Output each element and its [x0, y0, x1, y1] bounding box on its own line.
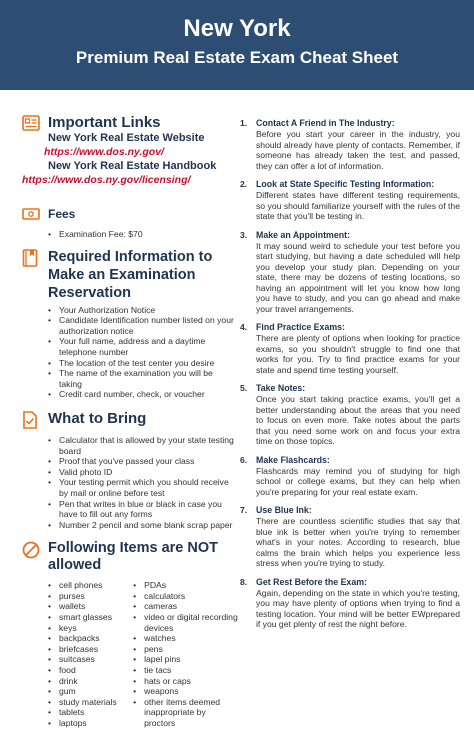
list-item: • gum	[48, 686, 133, 697]
not-allowed-lists	[48, 580, 238, 728]
list-item: • purses	[48, 591, 133, 602]
step-item	[240, 383, 460, 447]
required-info-list	[48, 305, 238, 400]
step-text: It may sound weird to schedule your test before you start studying, but having a date scheduled will help you develop your study plan. Depending on your state, there may be dozens of testing locations, so having an appointment will let you know how long you have to study, and you can go ahead and make your travel arrangements.	[256, 240, 460, 314]
right-column	[240, 118, 460, 638]
list-item: • Pen that writes in blue or black in case you have to fill out any forms	[48, 499, 238, 520]
step-number: 8.	[240, 576, 248, 587]
list-item: • Your testing permit which you should receive by mail or online before test	[48, 477, 238, 498]
step-number: 6.	[240, 454, 248, 465]
list-item: • Examination Fee: $70	[48, 229, 238, 240]
list-item: • tablets	[48, 707, 133, 718]
list-item: • Calculator that is allowed by your state testing board	[48, 435, 238, 456]
step-title: Contact A Friend in The Industry:	[256, 118, 395, 128]
step-number: 4.	[240, 322, 248, 332]
list-item: • tie tacs	[133, 665, 238, 676]
step-item	[240, 505, 460, 569]
step-text: Before you start your career in the industry, you should already have plenty of contacts. Remember, if someone has already taken the test, and passed, they can offer a lot of information.	[256, 129, 460, 171]
list-item: • cameras	[133, 601, 238, 612]
step-number: 1.	[240, 118, 248, 128]
not-allowed-heading: Following Items are NOT allowed	[48, 540, 218, 574]
list-item: • Candidate Identification number listed on your authorization notice	[48, 315, 238, 336]
not-allowed-list-1	[48, 580, 133, 728]
list-item: • Your full name, address and a daytime telephone number	[48, 336, 238, 357]
step-title: Get Rest Before the Exam:	[256, 576, 367, 587]
fees-section	[22, 206, 238, 240]
important-links-heading: Important Links	[48, 114, 161, 131]
list-item: • Your Authorization Notice	[48, 305, 238, 316]
step-item	[240, 577, 460, 630]
list-item: • Credit card number, check, or voucher	[48, 389, 238, 400]
handbook-title: New York Real Estate Handbook	[48, 160, 217, 172]
step-text: Again, depending on the state in which you're testing, you may have plenty of options when trying to find a testing location. Your mind will be better EWprepared if you get plenty of rest the night before.	[256, 587, 460, 629]
not-allowed-list-2	[133, 580, 238, 728]
id-card-icon	[22, 115, 40, 133]
prohibited-icon	[22, 541, 40, 559]
list-item: • backpacks	[48, 633, 133, 644]
list-item: • cell phones	[48, 580, 133, 591]
list-item: • watches	[133, 633, 238, 644]
website-link[interactable]: https://www.dos.ny.gov/	[44, 146, 164, 158]
list-item: • lapel pins	[133, 654, 238, 665]
list-item: • laptops	[48, 718, 133, 729]
website-title: New York Real Estate Website	[48, 132, 205, 144]
list-item: • food	[48, 665, 133, 676]
important-links-section	[22, 114, 238, 188]
step-item	[240, 455, 460, 498]
step-text: Different states have different testing requirements, so you should familiarize yourself with the rules of the state that you'll be testing in.	[256, 190, 460, 221]
step-number: 3.	[240, 229, 248, 240]
step-item	[240, 322, 460, 375]
list-item: • other items deemed inappropriate by proctors	[133, 697, 238, 729]
page-header	[0, 0, 474, 90]
left-column	[22, 114, 238, 729]
list-item: • video or digital recording devices	[133, 612, 238, 633]
page-title: New York	[183, 15, 291, 42]
step-text: Flashcards may remind you of studying for high school or college exams, but they can help when you're preparing for your real estate exam.	[256, 465, 460, 497]
what-to-bring-list	[48, 435, 238, 530]
what-to-bring-section	[22, 410, 238, 530]
step-title: Make an Appointment:	[256, 229, 350, 240]
required-info-section	[22, 248, 238, 400]
step-item	[240, 118, 460, 171]
study-steps-list	[240, 118, 460, 630]
list-item: • wallets	[48, 601, 133, 612]
fees-heading: Fees	[48, 207, 76, 221]
step-title: Make Flashcards:	[256, 454, 330, 465]
list-item: • smart glasses	[48, 612, 133, 623]
step-number: 2.	[240, 179, 248, 189]
step-title: Take Notes:	[256, 383, 306, 393]
step-item	[240, 230, 460, 315]
step-title: Look at State Specific Testing Information:	[256, 179, 435, 189]
checklist-icon	[22, 411, 40, 429]
step-number: 7.	[240, 505, 248, 515]
list-item: • study materials	[48, 697, 133, 708]
step-number: 5.	[240, 383, 248, 393]
step-title: Find Practice Exams:	[256, 322, 345, 332]
not-allowed-section	[22, 540, 238, 728]
required-info-heading: Required Information to Make an Examination Reservation	[48, 248, 213, 301]
list-item: • Number 2 pencil and some blank scrap paper	[48, 520, 238, 531]
step-title: Use Blue Ink:	[256, 505, 312, 515]
list-item: • The location of the test center you desire	[48, 358, 238, 369]
list-item: • calculators	[133, 591, 238, 602]
list-item: • keys	[48, 623, 133, 634]
list-item: • The name of the examination you will be taking	[48, 368, 238, 389]
money-icon	[22, 207, 40, 225]
step-text: There are plenty of options when looking for practice exams, so you shouldn't struggle to find one that works for you. Try to find practice exams for your state and spend time testing yourself.	[256, 333, 460, 375]
step-text: There are countless scientific studies that say that blue ink is better when you're trying to remember what's in your notes. According to research, blue calms the brain which helps you experience less stress when you're trying to study.	[256, 516, 460, 568]
list-item: • PDAs	[133, 580, 238, 591]
page-subtitle: Premium Real Estate Exam Cheat Sheet	[75, 48, 399, 67]
step-item	[240, 179, 460, 222]
list-item: • briefcases	[48, 644, 133, 655]
list-item: • Valid photo ID	[48, 467, 238, 478]
step-text: Once you start taking practice exams, you'll get a better understanding about the areas that you need to focus on even more. Take notes about the parts that you need some work on and focus your extra time on those topics.	[256, 394, 460, 446]
what-to-bring-heading: What to Bring	[48, 409, 147, 427]
list-item: • drink	[48, 676, 133, 687]
handbook-link[interactable]: https://www.dos.ny.gov/licensing/	[22, 174, 191, 186]
list-item: • pens	[133, 644, 238, 655]
list-item: • suitcases	[48, 654, 133, 665]
list-item: • Proof that you've passed your class	[48, 456, 238, 467]
list-item: • hats or caps	[133, 676, 238, 687]
book-icon	[22, 249, 40, 267]
fees-list	[48, 229, 238, 240]
list-item: • weapons	[133, 686, 238, 697]
